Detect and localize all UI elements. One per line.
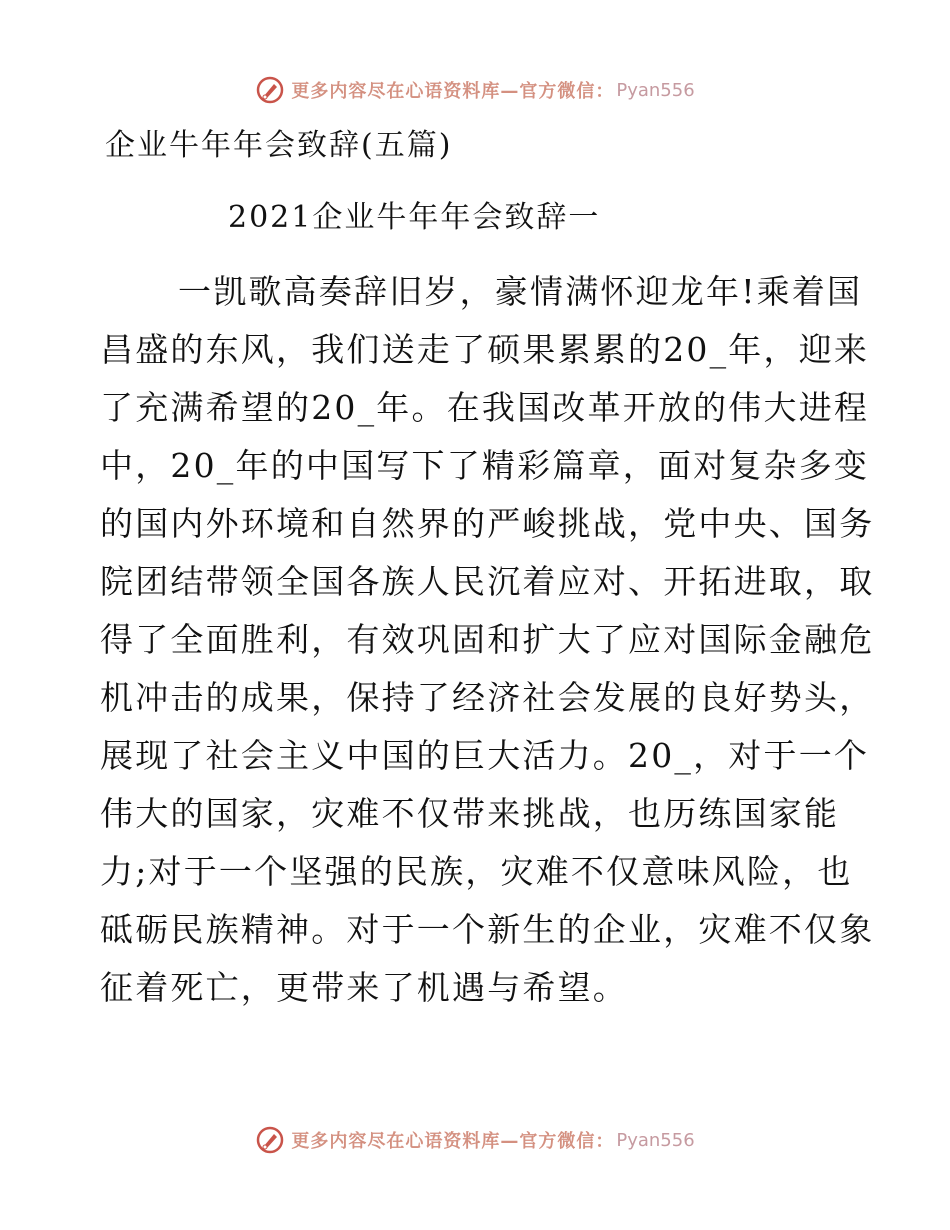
watermark-brand-text: 更多内容尽在心语资料库—官方微信：	[291, 1131, 615, 1152]
paragraph-line: 伟大的国家，灾难不仅带来挑战，也历练国家能	[100, 794, 840, 833]
watermark-brand-text: 更多内容尽在心语资料库—官方微信：	[291, 81, 615, 102]
paragraph-line: 一凯歌高奏辞旧岁，豪情满怀迎龙年!乘着国	[178, 272, 863, 311]
paragraph-line: 机冲击的成果，保持了经济社会发展的良好势头，	[100, 678, 875, 717]
paragraph-line: 院团结带领全国各族人民沉着应对、开拓进取，取	[100, 562, 875, 601]
section-title: 2021企业牛年年会致辞一	[228, 200, 601, 235]
paragraph-line: 展现了社会主义中国的巨大活力。20_，对于一个	[100, 736, 870, 775]
header-watermark	[0, 70, 950, 110]
paragraph-line: 得了全面胜利，有效巩固和扩大了应对国际金融危	[100, 620, 875, 659]
paragraph-line: 的国内外环境和自然界的严峻挑战，党中央、国务	[100, 504, 875, 543]
paragraph-line: 昌盛的东风，我们送走了硕果累累的20_年，迎来	[100, 330, 870, 369]
paragraph-line: 砥砺民族精神。对于一个新生的企业，灾难不仅象	[100, 910, 875, 949]
pen-nib-logo-icon	[255, 1125, 285, 1155]
paragraph-line: 力;对于一个坚强的民族，灾难不仅意味风险，也	[100, 852, 853, 891]
paragraph-line: 中，20_年的中国写下了精彩篇章，面对复杂多变	[100, 446, 870, 485]
body-paragraph	[100, 263, 875, 1017]
document-title: 企业牛年年会致辞(五篇)	[105, 128, 453, 163]
paragraph-line: 了充满希望的20_年。在我国改革开放的伟大进程	[100, 388, 870, 427]
paragraph-line: 征着死亡，更带来了机遇与希望。	[100, 968, 628, 1007]
watermark-wechat-id: Pyan556	[616, 79, 695, 101]
pen-nib-logo-icon	[255, 75, 285, 105]
watermark-wechat-id: Pyan556	[616, 1129, 695, 1151]
footer-watermark	[0, 1120, 950, 1160]
